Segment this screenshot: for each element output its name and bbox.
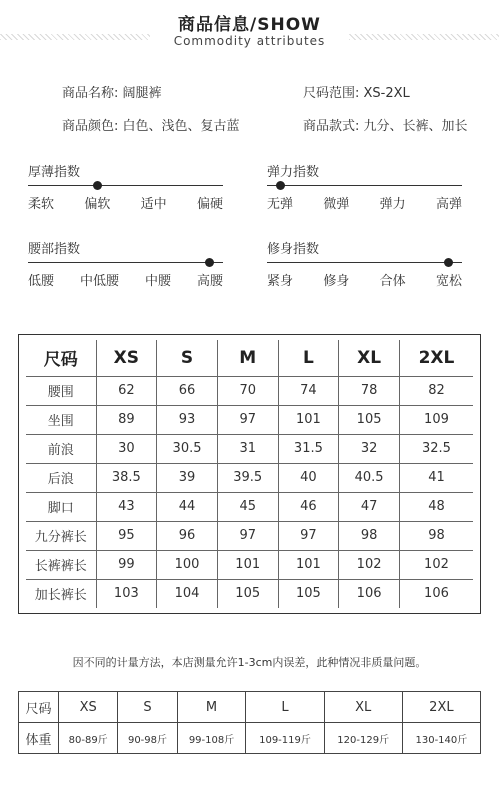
size-value-cell: 101 (217, 550, 278, 579)
size-value-cell: 106 (339, 579, 400, 608)
waist-index-label: 中低腰 (79, 274, 119, 289)
size-row (26, 579, 473, 608)
size-row (26, 434, 473, 463)
elasticity-index-title: 弹力指数 (267, 165, 320, 180)
product-style: 商品款式: 九分、长裤、加长 (303, 119, 468, 134)
elasticity-index-label: 弹力 (379, 197, 406, 212)
thickness-index-line (28, 185, 223, 186)
waist-index-label: 低腰 (28, 274, 55, 289)
weight-chart-header-row (19, 692, 481, 723)
size-range: 尺码范围: XS-2XL (303, 86, 410, 101)
size-header-cell: S (157, 340, 218, 376)
thickness-index-title: 厚薄指数 (28, 165, 81, 180)
size-value-cell: 103 (96, 579, 157, 608)
elasticity-index-label: 高弹 (435, 197, 462, 212)
size-value-cell: 105 (339, 405, 400, 434)
weight-row-label: 体重 (19, 723, 59, 754)
size-chart (18, 334, 481, 614)
size-value-cell: 40.5 (339, 463, 400, 492)
size-value-cell: 41 (399, 463, 473, 492)
size-value-cell: 106 (399, 579, 473, 608)
fit-index-line (267, 262, 462, 263)
thickness-index-label: 偏软 (84, 197, 111, 212)
waist-index-label: 高腰 (196, 274, 223, 289)
size-row-label: 后浪 (26, 463, 96, 492)
weight-header-cell: XL (324, 692, 402, 723)
weight-header-cell: 2XL (402, 692, 480, 723)
weight-header-cell: S (118, 692, 177, 723)
size-row (26, 463, 473, 492)
size-row (26, 405, 473, 434)
size-value-cell: 101 (278, 550, 339, 579)
size-value-cell: 30 (96, 434, 157, 463)
size-value-cell: 66 (157, 376, 218, 405)
size-row (26, 376, 473, 405)
size-header-cell: M (217, 340, 278, 376)
weight-value-cell: 80-89斤 (59, 723, 118, 754)
product-color: 商品颜色: 白色、浅色、复古蓝 (62, 119, 240, 134)
size-value-cell: 98 (399, 521, 473, 550)
weight-header-cell: 尺码 (19, 692, 59, 723)
size-value-cell: 97 (217, 521, 278, 550)
weight-value-cell: 130-140斤 (402, 723, 480, 754)
thickness-index-labels (28, 193, 223, 212)
waist-index-marker (205, 258, 214, 267)
elasticity-index-marker (276, 181, 285, 190)
weight-value-cell: 90-98斤 (118, 723, 177, 754)
size-value-cell: 82 (399, 376, 473, 405)
size-value-cell: 32 (339, 434, 400, 463)
waist-index (28, 238, 223, 288)
size-value-cell: 109 (399, 405, 473, 434)
size-value-cell: 93 (157, 405, 218, 434)
fit-index-label: 修身 (323, 274, 350, 289)
size-value-cell: 102 (339, 550, 400, 579)
size-value-cell: 31.5 (278, 434, 339, 463)
size-row (26, 550, 473, 579)
size-row-label: 加长裤长 (26, 579, 96, 608)
elasticity-index-labels (267, 193, 462, 212)
size-value-cell: 70 (217, 376, 278, 405)
size-value-cell: 48 (399, 492, 473, 521)
size-value-cell: 39 (157, 463, 218, 492)
thickness-index-marker (93, 181, 102, 190)
size-value-cell: 98 (339, 521, 400, 550)
size-row-label: 九分裤长 (26, 521, 96, 550)
size-value-cell: 96 (157, 521, 218, 550)
thickness-index-label: 偏硬 (196, 197, 223, 212)
waist-index-labels (28, 270, 223, 289)
size-value-cell: 74 (278, 376, 339, 405)
header (0, 0, 499, 60)
size-header-cell: 2XL (399, 340, 473, 376)
size-row-label: 坐围 (26, 405, 96, 434)
elasticity-index-label: 微弹 (323, 197, 350, 212)
fit-index-labels (267, 270, 462, 289)
size-row (26, 492, 473, 521)
size-value-cell: 78 (339, 376, 400, 405)
weight-value-cell: 99-108斤 (177, 723, 246, 754)
product-name: 商品名称: 阔腿裤 (62, 86, 162, 101)
weight-value-cell: 120-129斤 (324, 723, 402, 754)
size-header-cell: XL (339, 340, 400, 376)
size-value-cell: 95 (96, 521, 157, 550)
weight-chart (18, 691, 481, 754)
size-value-cell: 32.5 (399, 434, 473, 463)
size-value-cell: 40 (278, 463, 339, 492)
size-row-label: 腰围 (26, 376, 96, 405)
size-value-cell: 89 (96, 405, 157, 434)
elasticity-index-label: 无弹 (267, 197, 294, 212)
weight-value-cell: 109-119斤 (246, 723, 324, 754)
size-value-cell: 104 (157, 579, 218, 608)
size-row (26, 521, 473, 550)
elasticity-index (267, 161, 462, 211)
size-value-cell: 97 (278, 521, 339, 550)
size-value-cell: 46 (278, 492, 339, 521)
fit-index-label: 宽松 (435, 274, 462, 289)
measurement-note: 因不同的计量方法，本店测量允许1-3cm内误差，此种情况非质量问题。 (72, 656, 427, 669)
size-header-cell: 尺码 (26, 340, 96, 376)
fit-index-title: 修身指数 (267, 242, 320, 257)
size-row-label: 脚口 (26, 492, 96, 521)
size-value-cell: 45 (217, 492, 278, 521)
fit-index (267, 238, 462, 288)
weight-header-cell: M (177, 692, 246, 723)
size-value-cell: 100 (157, 550, 218, 579)
size-value-cell: 105 (278, 579, 339, 608)
size-chart-header-row (26, 340, 473, 376)
size-row-label: 长裤裤长 (26, 550, 96, 579)
size-value-cell: 39.5 (217, 463, 278, 492)
thickness-index-label: 柔软 (28, 197, 55, 212)
size-value-cell: 97 (217, 405, 278, 434)
elasticity-index-line (267, 185, 462, 186)
size-value-cell: 62 (96, 376, 157, 405)
page-subtitle: Commodity attributes (173, 34, 326, 48)
size-value-cell: 105 (217, 579, 278, 608)
size-value-cell: 31 (217, 434, 278, 463)
waist-index-label: 中腰 (144, 274, 171, 289)
size-value-cell: 43 (96, 492, 157, 521)
thickness-index-label: 适中 (140, 197, 167, 212)
size-value-cell: 44 (157, 492, 218, 521)
size-value-cell: 30.5 (157, 434, 218, 463)
weight-chart-row (19, 723, 481, 754)
waist-index-title: 腰部指数 (28, 242, 81, 257)
size-header-cell: XS (96, 340, 157, 376)
page-title: 商品信息/SHOW (178, 15, 321, 35)
size-value-cell: 38.5 (96, 463, 157, 492)
size-value-cell: 102 (399, 550, 473, 579)
weight-header-cell: L (246, 692, 324, 723)
size-value-cell: 47 (339, 492, 400, 521)
fit-index-label: 紧身 (267, 274, 294, 289)
fit-index-marker (444, 258, 453, 267)
size-value-cell: 99 (96, 550, 157, 579)
weight-header-cell: XS (59, 692, 118, 723)
size-value-cell: 101 (278, 405, 339, 434)
fit-index-label: 合体 (379, 274, 406, 289)
size-header-cell: L (278, 340, 339, 376)
size-row-label: 前浪 (26, 434, 96, 463)
thickness-index (28, 161, 223, 211)
waist-index-line (28, 262, 223, 263)
